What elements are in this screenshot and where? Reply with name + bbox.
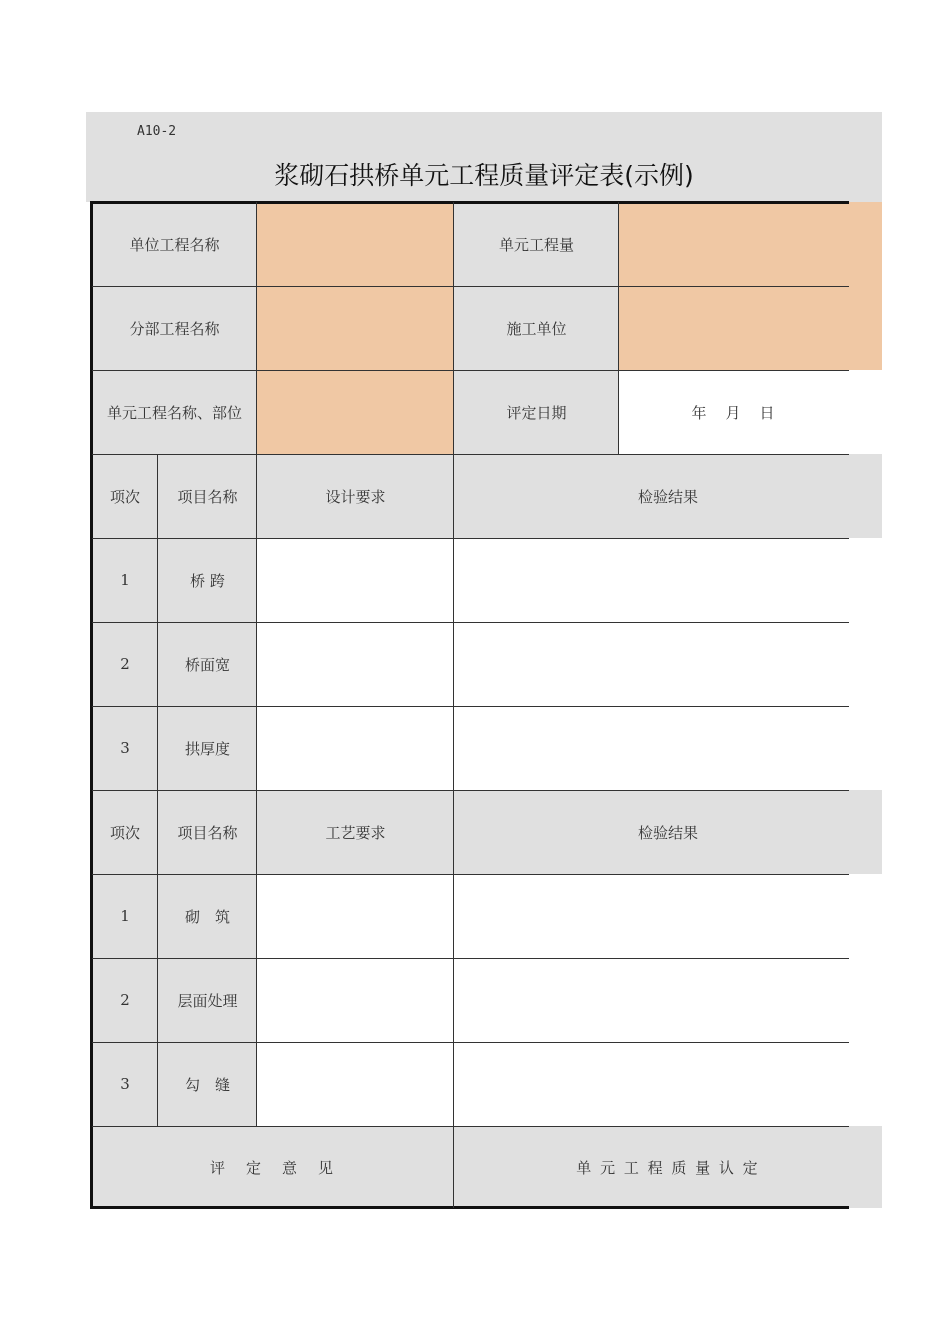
construction-unit-label: 施工单位 — [454, 286, 619, 370]
design-col-result: 检验结果 — [454, 454, 882, 538]
grid-line — [92, 286, 849, 287]
design-row-result[interactable] — [454, 538, 849, 622]
grid-line — [157, 454, 158, 1126]
table-bottom-border — [90, 1206, 849, 1209]
construction-unit-field[interactable] — [619, 286, 882, 370]
grid-line — [92, 622, 849, 623]
design-col-item: 项目名称 — [158, 454, 257, 538]
craft-row-item: 砌 筑 — [158, 874, 257, 958]
quality-label: 单 元 工 程 质 量 认 定 — [454, 1126, 882, 1208]
craft-row-index: 3 — [92, 1042, 158, 1126]
craft-row-req[interactable] — [257, 1042, 454, 1126]
craft-row-item: 勾 缝 — [158, 1042, 257, 1126]
unit-project-field[interactable] — [257, 202, 454, 286]
grid-line — [92, 790, 849, 791]
unit-quantity-field[interactable] — [619, 202, 882, 286]
craft-row-item: 层面处理 — [158, 958, 257, 1042]
table-top-border — [90, 201, 849, 204]
grid-line — [256, 202, 257, 1126]
grid-line — [92, 958, 849, 959]
craft-row-req[interactable] — [257, 958, 454, 1042]
page-title: 浆砌石拱桥单元工程质量评定表(示例) — [274, 161, 694, 190]
grid-line — [92, 538, 849, 539]
craft-col-result: 检验结果 — [454, 790, 882, 874]
design-row-index: 2 — [92, 622, 158, 706]
design-row-item: 桥 跨 — [158, 538, 257, 622]
craft-col-req: 工艺要求 — [257, 790, 454, 874]
sub-project-label: 分部工程名称 — [92, 286, 257, 370]
design-row-req[interactable] — [257, 706, 454, 790]
form-code: A10-2 — [137, 124, 177, 139]
element-name-field[interactable] — [257, 370, 454, 454]
design-row-item: 拱厚度 — [158, 706, 257, 790]
craft-row-req[interactable] — [257, 874, 454, 958]
craft-col-index: 项次 — [92, 790, 158, 874]
grid-line — [618, 202, 619, 454]
craft-row-index: 2 — [92, 958, 158, 1042]
grid-line — [453, 202, 454, 1208]
grid-line — [92, 1042, 849, 1043]
grid-line — [92, 706, 849, 707]
grid-line — [92, 1126, 849, 1127]
design-row-req[interactable] — [257, 622, 454, 706]
sub-project-field[interactable] — [257, 286, 454, 370]
craft-row-result[interactable] — [454, 958, 849, 1042]
grid-line — [92, 454, 849, 455]
assess-date-field[interactable]: 年 月 日 — [619, 370, 849, 454]
table-left-border — [90, 201, 93, 1209]
craft-row-result[interactable] — [454, 874, 849, 958]
design-row-item: 桥面宽 — [158, 622, 257, 706]
craft-row-result[interactable] — [454, 1042, 849, 1126]
craft-row-index: 1 — [92, 874, 158, 958]
design-row-index: 1 — [92, 538, 158, 622]
design-row-index: 3 — [92, 706, 158, 790]
design-row-result[interactable] — [454, 622, 849, 706]
craft-col-item: 项目名称 — [158, 790, 257, 874]
opinion-label: 评 定 意 见 — [92, 1126, 454, 1208]
grid-line — [92, 370, 849, 371]
design-row-req[interactable] — [257, 538, 454, 622]
element-name-label: 单元工程名称、部位 — [92, 370, 257, 454]
design-col-index: 项次 — [92, 454, 158, 538]
design-row-result[interactable] — [454, 706, 849, 790]
unit-project-label: 单位工程名称 — [92, 202, 257, 286]
unit-quantity-label: 单元工程量 — [454, 202, 619, 286]
grid-line — [92, 874, 849, 875]
assess-date-label: 评定日期 — [454, 370, 619, 454]
design-col-req: 设计要求 — [257, 454, 454, 538]
